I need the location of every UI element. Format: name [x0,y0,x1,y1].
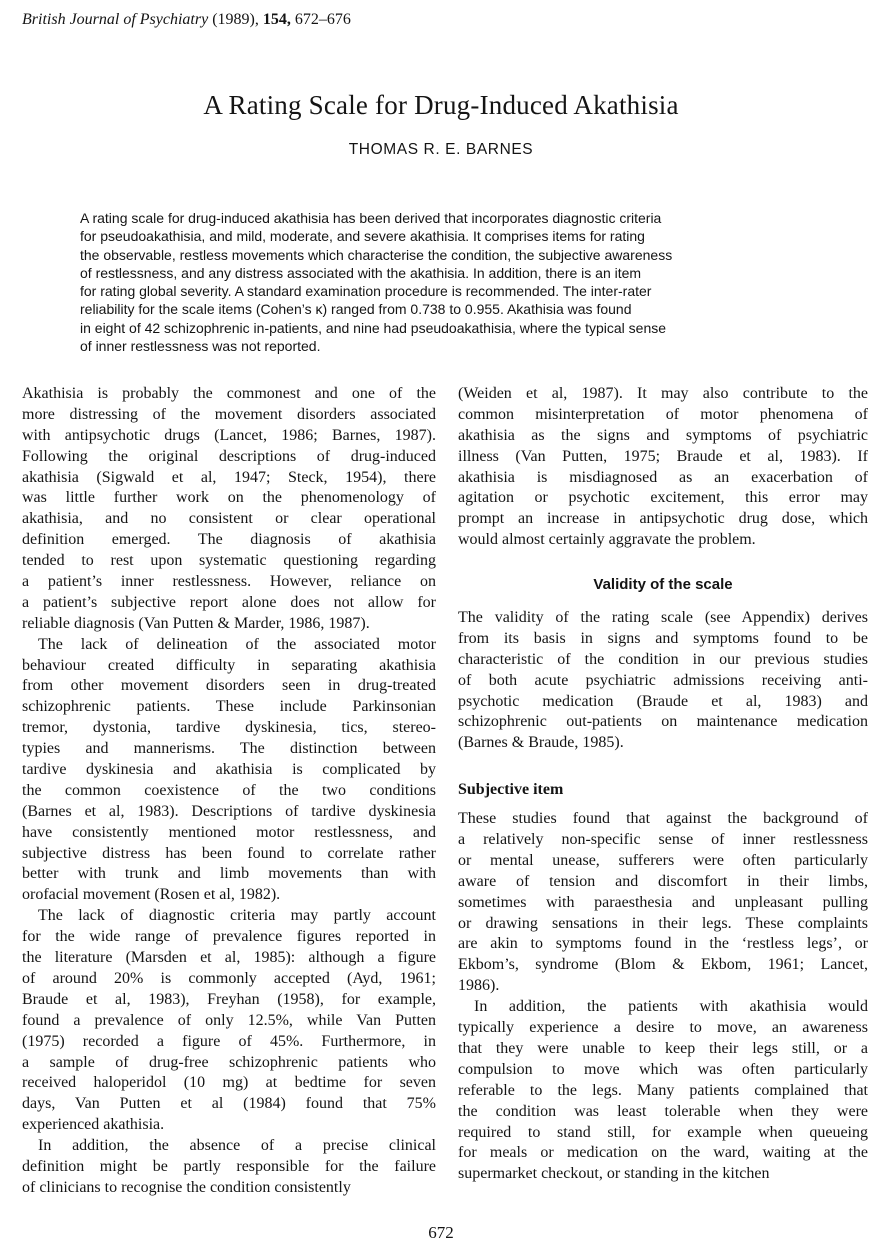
body-line: that they were unable to keep their legs still, or a [458,1039,868,1057]
abstract-line: in eight of 42 schizophrenic in-patients, and nine had pseudoakathisia, where the typical sense [80,319,667,336]
body-line: a patient’s inner restlessness. However, reliance on [22,573,436,591]
body-line: received haloperidol (10 mg) at bedtime for seven [22,1074,436,1092]
body-line: found a prevalence of only 12.5%, while Van Putten [22,1011,436,1029]
body-line: would almost certainly aggravate the problem. [458,531,756,549]
subjective-item-body [458,809,868,1185]
abstract-line: for rating global severity. A standard examination procedure is recommended. The inter-rater [80,283,652,300]
page-number: 672 [428,1223,454,1242]
body-line: tremor, dystonia, tardive dyskinesia, tics, stereo- [22,719,436,737]
body-line: prompt an increase in antipsychotic drug dose, which [458,510,868,528]
body-line: a relatively non-specific sense of inner restlessness [458,831,868,849]
body-line: (Barnes et al, 1983). Descriptions of tardive dyskinesia [22,802,436,820]
body-line: typies and mannerisms. The distinction between [22,740,436,758]
body-line: The validity of the rating scale (see Appendix) derives [458,609,868,627]
body-line: agitation or psychotic excitement, this error may [458,489,868,507]
body-line: orofacial movement (Rosen et al, 1982). [22,886,281,904]
body-line: of around 20% is commonly accepted (Ayd, 1961; [22,969,436,987]
abstract-line: of restlessness, and any distress associated with the akathisia. In addition, there is an item [80,264,642,281]
body-line: (Barnes & Braude, 1985). [458,734,624,752]
body-line: Following the original descriptions of drug-induced [22,447,436,465]
abstract-line: of inner restlessness was not reported. [80,338,321,355]
body-line: or drawing sensations in their legs. These complaints [458,914,868,932]
right-column [458,384,868,1185]
body-line: sometimes with paraesthesia and unpleasant pulling [458,893,868,911]
body-line: from its basis in signs and symptoms found to be [458,629,868,647]
left-column [22,384,436,1199]
body-line: better with trunk and limb movements than with [22,865,436,883]
body-line: These studies found that against the background of [458,810,868,828]
body-line: Akathisia is probably the commonest and one of the [22,385,436,402]
abstract-line: A rating scale for drug-induced akathisia has been derived that incorporates diagnostic criteria [80,210,662,226]
journal-name: British Journal of Psychiatry [22,11,209,28]
abstract-line: the observable, restless movements which characterise the condition, the subjective awareness [80,246,673,263]
body-line: akathisia is misdiagnosed as an exacerbation of [458,468,868,486]
body-line: of clinicians to recognise the condition consistently [22,1178,351,1196]
body-line: schizophrenic out-patients on maintenance medication [458,713,868,731]
journal-pages: 672–676 [294,11,351,28]
body-line: for the wide range of prevalence figures reported in [22,928,436,946]
body-line: common misinterpretation of motor phenomena of [458,405,868,423]
journal-reference [22,10,862,30]
body-line: akathisia (Sigwald et al, 1947; Steck, 1954), there [22,468,436,486]
article-title: A Rating Scale for Drug-Induced Akathisia [203,90,679,120]
body-line: are akin to symptoms found in the ‘restless legs’, or [458,935,868,953]
body-line: have consistently mentioned motor restlessness, and [22,823,436,841]
abstract-line: for pseudoakathisia, and mild, moderate, and severe akathisia. It comprises items for rating [80,228,645,245]
body-line: The lack of diagnostic criteria may partly account [38,907,436,925]
body-line: the literature (Marsden et al, 1985): although a figure [22,949,436,967]
body-line: (Weiden et al, 1987). It may also contribute to the [458,385,868,402]
body-line: from other movement disorders seen in drug-treated [22,677,436,695]
body-line: behaviour created difficulty in separating akathisia [22,656,436,674]
body-line: tardive dyskinesia and akathisia is complicated by [22,761,436,779]
body-line: for meals or medication on the ward, waiting at the [458,1144,868,1162]
body-line: referable to the legs. Many patients complained that [458,1081,868,1099]
body-line: a sample of drug-free schizophrenic patients who [22,1053,436,1071]
body-line: required to stand still, for example when queueing [458,1123,868,1141]
body-line: the condition was least tolerable when they were [458,1102,868,1120]
body-line: the common coexistence of the two conditions [22,781,436,799]
body-line: a patient’s subjective report alone does not allow for [22,593,436,611]
body-line: characteristic of the condition in our previous studies [458,650,868,668]
body-line: more distressing of the movement disorders associated [22,405,436,423]
body-line: reliable diagnosis (Van Putten & Marder, 1986, 1987). [22,614,370,632]
body-line: experienced akathisia. [22,1116,165,1134]
body-line: psychotic medication (Braude et al, 1983) and [458,692,868,710]
subjective-item-heading: Subjective item [458,781,564,799]
article-author: THOMAS R. E. BARNES [348,141,534,158]
body-line: In addition, the patients with akathisia would [474,998,868,1016]
body-line: In addition, the absence of a precise clinical [38,1137,436,1155]
body-line: 1986). [458,977,500,995]
body-line: definition emerged. The diagnosis of akathisia [22,531,436,549]
body-line: Ekbom’s, syndrome (Blom & Ekbom, 1961; Lancet, [458,956,868,974]
body-line: typically experience a desire to move, an awareness [458,1019,868,1037]
body-line: days, Van Putten et al (1984) found that 75% [22,1095,436,1113]
body-line: or mental unease, sufferers were often particularly [458,851,868,869]
body-line: supermarket checkout, or standing in the kitchen [458,1165,770,1183]
body-line: akathisia as the signs and symptoms of psychiatric [458,426,868,444]
body-line: Braude et al, 1983), Freyhan (1958), for example, [22,990,436,1008]
validity-heading: Validity of the scale [593,576,733,594]
right-column-intro [458,384,868,551]
journal-year: (1989), [212,11,259,28]
body-line: definition might be partly responsible for the failure [22,1157,436,1175]
body-line: of both acute psychiatric admissions receiving anti- [458,671,868,689]
abstract-line: reliability for the scale items (Cohen’s κ) ranged from 0.738 to 0.955. Akathisia was found [80,301,632,318]
validity-body [458,608,868,754]
body-line: schizophrenic patients. These include Parkinsonian [22,698,436,716]
body-line: aware of tension and discomfort in their limbs, [458,872,868,890]
body-line: The lack of delineation of the associated motor [38,635,436,653]
body-line: akathisia, and no consistent or clear operational [22,510,436,528]
body-line: with antipsychotic drugs (Lancet, 1986; Barnes, 1987). [22,426,436,444]
body-line: illness (Van Putten, 1975; Braude et al, 1983). If [458,447,868,465]
body-line: was little further work on the phenomenology of [22,489,436,507]
body-line: subjective distress has been found to correlate rather [22,844,436,862]
journal-volume: 154, [262,11,291,28]
body-line: (1975) recorded a figure of 45%. Furthermore, in [22,1032,436,1050]
body-line: compulsion to move which was often particularly [458,1060,868,1078]
body-line: tended to rest upon systematic questioning regarding [22,552,436,570]
abstract [80,209,822,355]
